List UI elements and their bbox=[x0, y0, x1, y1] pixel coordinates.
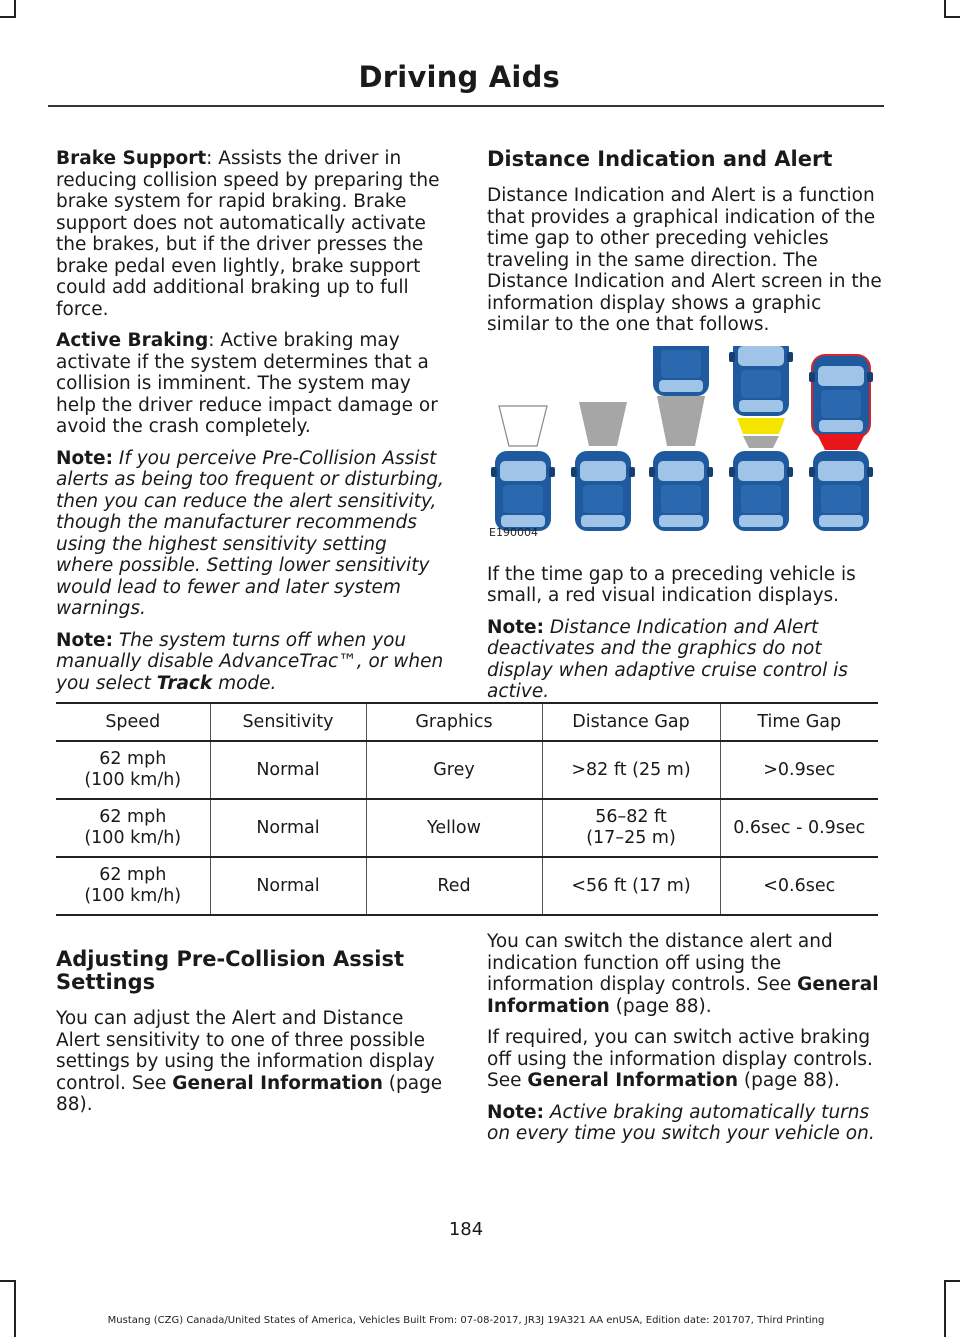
distance-alert-figure bbox=[487, 346, 882, 546]
general-information-link[interactable]: General Information bbox=[527, 1070, 738, 1091]
grey-zone bbox=[579, 402, 627, 446]
note-text: The system turns off when you manually disable AdvanceTrac™, or when you select bbox=[56, 629, 444, 694]
left-column-bottom bbox=[56, 948, 448, 1126]
lead-car-1 bbox=[649, 346, 713, 396]
note-label: Note: bbox=[487, 1101, 544, 1123]
brake-support-text: : Assists the driver in reducing collision speed by preparing the brake system for rapid braking. Brake support does not automatically activate the brakes, but if the driver presses the brake pedal even lightly, brake support could add additional braking up to full force. bbox=[56, 148, 440, 320]
own-car-3 bbox=[649, 451, 713, 531]
section-heading-adjusting: Adjusting Pre-Collision Assist Settings bbox=[56, 947, 404, 994]
grey-zone-small bbox=[743, 436, 779, 448]
lead-car-2 bbox=[729, 346, 793, 416]
gap-line: 56–82 ft bbox=[595, 807, 667, 827]
active-braking-paragraph bbox=[56, 330, 448, 438]
gap-line: (17–25 m) bbox=[586, 828, 676, 848]
table-header-row bbox=[56, 703, 878, 741]
speed-cell bbox=[56, 741, 210, 799]
note-label: Note: bbox=[56, 629, 113, 651]
column-header-sensitivity: Sensitivity bbox=[210, 703, 366, 741]
speed-kmh: (100 km/h) bbox=[84, 828, 182, 848]
red-zone bbox=[817, 434, 865, 450]
column-header-distance-gap: Distance Gap bbox=[542, 703, 720, 741]
active-braking-term: Active Braking bbox=[56, 330, 209, 351]
note-text: mode. bbox=[212, 672, 277, 694]
track-mode-term: Track bbox=[156, 672, 213, 694]
active-braking-text: : Active braking may activate if the system determines that a collision is imminent. The system may help the driver reduce impact damage or avoid the crash completely. bbox=[56, 330, 438, 437]
column-header-speed: Speed bbox=[56, 703, 210, 741]
sensitivity-cell: Normal bbox=[210, 741, 366, 799]
graphics-cell: Red bbox=[366, 857, 542, 915]
grey-zone-large bbox=[657, 396, 705, 446]
footer-edition-info: Mustang (CZG) Canada/United States of America, Vehicles Built From: 07-08-2017, JR3J 19A321 AA enUSA, Edition date: 201707, Third Printing bbox=[107, 1315, 825, 1326]
time-gap-cell: 0.6sec - 0.9sec bbox=[720, 799, 878, 857]
note-active-braking bbox=[487, 1102, 882, 1145]
graphics-cell: Grey bbox=[366, 741, 542, 799]
note-text: If you perceive Pre-Collision Assist alerts as being too frequent or disturbing, then you can reduce the alert sensitivity, though the manufacturer recommends using the highest sensitivity setting where possible. Setting lower sensitivity would lead to fewer and later system warnings. bbox=[56, 447, 444, 619]
own-car-4 bbox=[729, 451, 793, 531]
speed-mph: 62 mph bbox=[99, 865, 167, 885]
crop-mark bbox=[0, 1280, 16, 1282]
adjust-paragraph bbox=[56, 1008, 448, 1116]
distance-gap-cell bbox=[542, 799, 720, 857]
page-ref: (page 88). bbox=[738, 1070, 840, 1091]
section-heading-distance-indication: Distance Indication and Alert bbox=[487, 147, 833, 171]
crop-mark bbox=[944, 1280, 946, 1337]
note-text: Distance Indication and Alert deactivates and the graphics do not display when adaptive cruise control is active. bbox=[487, 616, 848, 702]
general-information-link[interactable]: General Information bbox=[172, 1072, 383, 1094]
switch-text: If required, you can switch active braking off using the information display controls. See bbox=[487, 1027, 873, 1091]
distance-gap-cell bbox=[542, 857, 720, 915]
switch-text: You can switch the distance alert and indication function off using the information display controls. See bbox=[487, 931, 833, 995]
gap-line: >82 ft (25 m) bbox=[571, 759, 691, 780]
sensitivity-cell: Normal bbox=[210, 857, 366, 915]
speed-mph: 62 mph bbox=[99, 807, 167, 827]
gap-line: <56 ft (17 m) bbox=[571, 875, 691, 896]
own-car-2 bbox=[571, 451, 635, 531]
table-row bbox=[56, 799, 878, 857]
own-car-5 bbox=[809, 451, 873, 531]
crop-mark bbox=[944, 1280, 960, 1282]
note-label: Note: bbox=[487, 616, 544, 638]
sensitivity-cell: Normal bbox=[210, 799, 366, 857]
red-indication-paragraph: If the time gap to a preceding vehicle is small, a red visual indication displays. bbox=[487, 563, 856, 606]
empty-zone bbox=[499, 406, 547, 446]
time-gap-cell: <0.6sec bbox=[720, 857, 878, 915]
crop-mark bbox=[944, 0, 946, 16]
figure-code: E190004 bbox=[489, 526, 538, 539]
speed-kmh: (100 km/h) bbox=[84, 770, 182, 790]
crop-mark bbox=[0, 16, 16, 18]
speed-mph: 62 mph bbox=[99, 749, 167, 769]
own-car-1 bbox=[491, 451, 555, 531]
distance-alert-graphic bbox=[487, 346, 882, 546]
graphics-cell: Yellow bbox=[366, 799, 542, 857]
table-row bbox=[56, 741, 878, 799]
crop-mark bbox=[944, 16, 960, 18]
note-text: Active braking automatically turns on every time you switch your vehicle on. bbox=[487, 1101, 875, 1144]
note-sensitivity bbox=[56, 448, 448, 620]
brake-support-term: Brake Support bbox=[56, 148, 207, 169]
page-ref: (page 88). bbox=[609, 995, 712, 1017]
speed-cell bbox=[56, 857, 210, 915]
header-rule bbox=[48, 105, 884, 107]
table-row bbox=[56, 857, 878, 915]
brake-support-paragraph bbox=[56, 148, 448, 320]
active-braking-off-paragraph bbox=[487, 1027, 882, 1092]
time-gap-cell: >0.9sec bbox=[720, 741, 878, 799]
note-acc bbox=[487, 617, 882, 703]
column-header-time-gap: Time Gap bbox=[720, 703, 878, 741]
yellow-zone bbox=[737, 418, 785, 434]
note-advancetrac bbox=[56, 630, 448, 695]
column-header-graphics: Graphics bbox=[366, 703, 542, 741]
distance-gap-cell bbox=[542, 741, 720, 799]
right-column bbox=[487, 148, 882, 713]
speed-cell bbox=[56, 799, 210, 857]
page-number: 184 bbox=[448, 1219, 484, 1240]
adjust-text: You can adjust the Alert and Distance Alert sensitivity to one of three possible settings by using the information display control. See bbox=[56, 1008, 435, 1094]
note-label: Note: bbox=[56, 447, 113, 469]
speed-kmh: (100 km/h) bbox=[84, 886, 182, 906]
distance-intro-paragraph: Distance Indication and Alert is a function that provides a graphical indication of the time gap to other preceding vehicles traveling in the same direction. The Distance Indication and Alert screen in the information display shows a graphic similar to the one that follows. bbox=[487, 185, 882, 335]
lead-car-3-red bbox=[809, 354, 873, 438]
left-column bbox=[56, 148, 448, 704]
crop-mark bbox=[14, 1280, 16, 1337]
general-information-link[interactable]: General Information bbox=[487, 974, 879, 1017]
page-ref: (page 88). bbox=[56, 1072, 443, 1115]
crop-mark bbox=[14, 0, 16, 16]
distance-gap-table bbox=[56, 702, 878, 916]
right-column-bottom bbox=[487, 931, 882, 1155]
page-title: Driving Aids bbox=[358, 60, 560, 94]
switch-off-paragraph bbox=[487, 931, 882, 1017]
